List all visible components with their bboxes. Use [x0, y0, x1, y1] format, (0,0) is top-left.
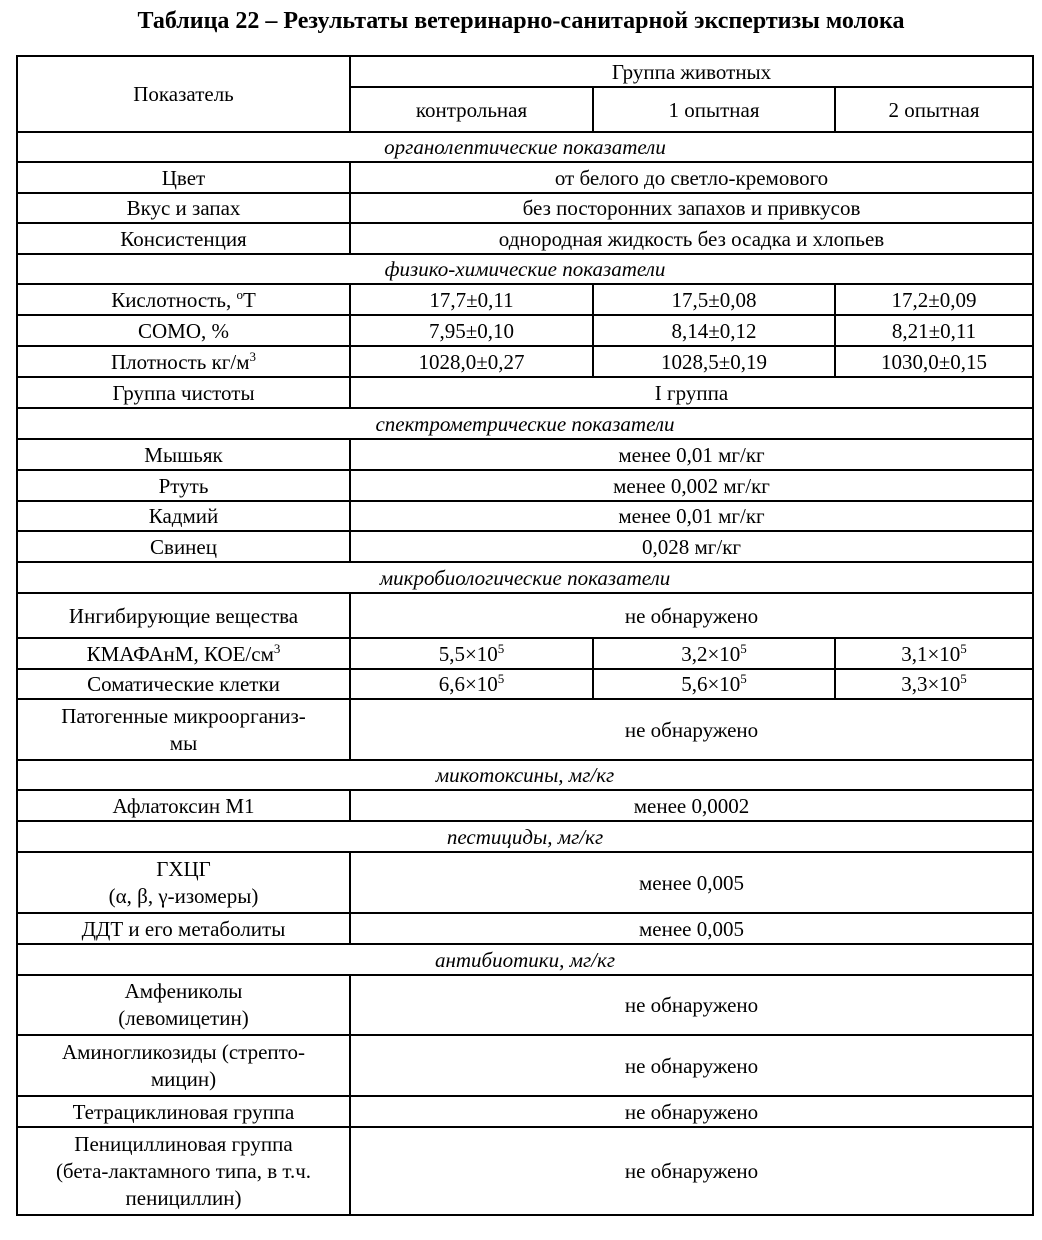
row-value: не обнаружено: [350, 1127, 1033, 1215]
row-label: [17, 1035, 350, 1096]
row-label: Цвет: [17, 162, 350, 193]
row-label: [17, 346, 350, 377]
label-line-2: мицин): [150, 1066, 217, 1091]
value-exp2: 17,2±0,09: [835, 284, 1033, 315]
label-line-1: Патогенные микроорганиз-: [61, 703, 306, 728]
section-physchem: физико-химические показатели: [17, 254, 1033, 284]
label-line-2: (левомицетин): [118, 1006, 249, 1030]
value-control: [350, 638, 593, 669]
header-indicator: Показатель: [17, 56, 350, 132]
row-value: менее 0,005: [350, 852, 1033, 913]
row-value: не обнаружено: [350, 975, 1033, 1035]
label-text: КМАФАнМ, КОЕ/см: [86, 641, 274, 666]
section-organoleptic: органолептические показатели: [17, 132, 1033, 162]
row-value: не обнаружено: [350, 1096, 1033, 1127]
value-exp2: [835, 669, 1033, 699]
row-label: [17, 284, 350, 315]
row-label: Свинец: [17, 531, 350, 562]
row-label: Ртуть: [17, 470, 350, 501]
row-label: Тетрациклиновая группа: [17, 1096, 350, 1127]
section-micro: микробиологические показатели: [17, 562, 1033, 593]
value-control: 17,7±0,11: [350, 284, 593, 315]
row-value: менее 0,002 мг/кг: [350, 470, 1033, 501]
exponent-sup: 3: [273, 640, 281, 656]
row-value: без посторонних запахов и привкусов: [350, 193, 1033, 223]
value-exponent: 5: [497, 671, 505, 686]
section-pesticides: пестициды, мг/кг: [17, 821, 1033, 852]
row-label: Кадмий: [17, 501, 350, 531]
value-control: [350, 669, 593, 699]
row-value: менее 0,01 мг/кг: [350, 501, 1033, 531]
value-exp2: [835, 638, 1033, 669]
value-exponent: 5: [740, 671, 747, 686]
label-text: Кислотность,: [111, 287, 237, 312]
row-label: [17, 699, 350, 760]
value-base: 5,5×10: [438, 641, 498, 666]
row-value: менее 0,005: [350, 913, 1033, 944]
label-line-3: пенициллин): [125, 1185, 242, 1210]
header-animal-group: Группа животных: [350, 56, 1033, 87]
row-label: СОМО, %: [17, 315, 350, 346]
row-label: [17, 638, 350, 669]
label-line-2: мы: [169, 730, 198, 755]
label-line-2: (α, β, γ-изомеры): [108, 883, 259, 908]
row-label: Группа чистоты: [17, 377, 350, 408]
milk-expertise-table: [16, 55, 1034, 1216]
value-base: 3,3×10: [901, 672, 961, 696]
label-line-1: Пенициллиновая группа: [74, 1131, 293, 1156]
value-base: 3,2×10: [681, 641, 741, 666]
label-line-1: ГХЦГ: [156, 856, 211, 881]
value-exp1: 8,14±0,12: [593, 315, 835, 346]
row-value: однородная жидкость без осадка и хлопьев: [350, 223, 1033, 254]
row-value: менее 0,0002: [350, 790, 1033, 821]
header-col-exp1: 1 опытная: [593, 87, 835, 132]
row-value: 0,028 мг/кг: [350, 531, 1033, 562]
row-value: не обнаружено: [350, 699, 1033, 760]
header-col-exp2: 2 опытная: [835, 87, 1033, 132]
value-exponent: 5: [497, 640, 505, 656]
row-value: не обнаружено: [350, 1035, 1033, 1096]
header-col-control: контрольная: [350, 87, 593, 132]
value-base: 3,1×10: [901, 641, 961, 666]
row-label: Вкус и запах: [17, 193, 350, 223]
row-value: от белого до светло-кремового: [350, 162, 1033, 193]
row-label: [17, 975, 350, 1035]
exponent-sup: 3: [249, 348, 257, 364]
degree-sup: о: [236, 286, 243, 302]
row-label: Мышьяк: [17, 439, 350, 470]
row-value: менее 0,01 мг/кг: [350, 439, 1033, 470]
row-label: [17, 852, 350, 913]
value-exp2: 1030,0±0,15: [835, 346, 1033, 377]
label-line-2: (бета-лактамного типа, в т.ч.: [55, 1158, 312, 1183]
row-label: Афлатоксин М1: [17, 790, 350, 821]
row-label: [17, 1127, 350, 1215]
value-base: 6,6×10: [438, 672, 498, 696]
value-exponent: 5: [960, 640, 967, 656]
value-control: 7,95±0,10: [350, 315, 593, 346]
section-spectro: спектрометрические показатели: [17, 408, 1033, 439]
table-title: Таблица 22 – Результаты ветеринарно-санитарной экспертизы молока: [137, 8, 905, 34]
label-line-1: Аминогликозиды (стрепто-: [61, 1039, 306, 1064]
value-exponent: 5: [740, 640, 747, 656]
value-exponent: 5: [960, 671, 967, 686]
value-exp1: [593, 669, 835, 699]
value-exp1: 1028,5±0,19: [593, 346, 835, 377]
value-exp2: 8,21±0,11: [835, 315, 1033, 346]
label-unit: Т: [242, 287, 256, 312]
row-label: ДДТ и его метаболиты: [17, 913, 350, 944]
row-label: Консистенция: [17, 223, 350, 254]
value-control: 1028,0±0,27: [350, 346, 593, 377]
value-exp1: 17,5±0,08: [593, 284, 835, 315]
value-base: 5,6×10: [681, 672, 741, 696]
row-label: Соматические клетки: [17, 669, 350, 699]
row-label: Ингибирующие вещества: [17, 593, 350, 638]
label-text: Плотность кг/м: [110, 349, 250, 374]
row-value: I группа: [350, 377, 1033, 408]
section-mycotoxins: микотоксины, мг/кг: [17, 760, 1033, 790]
label-line-1: Амфениколы: [124, 979, 243, 1003]
section-antibiotics: антибиотики, мг/кг: [17, 944, 1033, 975]
row-value: не обнаружено: [350, 593, 1033, 638]
value-exp1: [593, 638, 835, 669]
